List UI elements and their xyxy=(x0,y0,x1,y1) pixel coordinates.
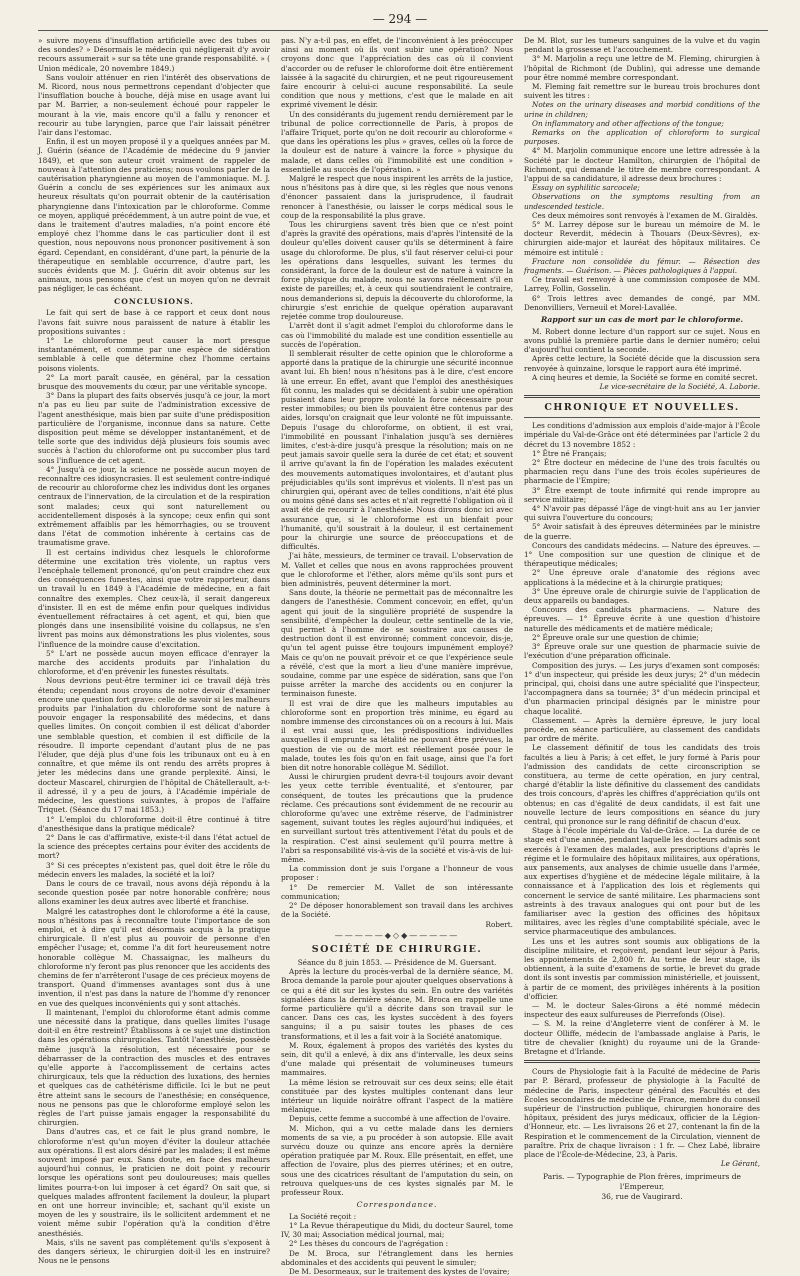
paragraph: Aussi le chirurgien prudent devra-t-il toujours avoir devant les yeux cette terrible éventualité, et s'entourer, par conséquent, de toutes les précautions que la prudence réclame. Ces précautions sont évidemment de ne recourir au chloroforme qu'avec une extrême réserve, de l'administrer sagement, suivant toutes les règles aujourd'hui indiquées, et en surveillant surtout très attentivement l'état du pouls et de la respiration. C'est ainsi seulement qu'il pourra mettre à l'abri sa responsabilité vis-à-vis de la société et vis-à-vis de lui-même. xyxy=(281,772,513,865)
paragraph: 3° M. Marjolin a reçu une lettre de M. Fleming, chirurgien à l'hôpital de Richmont (de Dublin), qui adresse une demande pour être nommé membre correspondant. xyxy=(524,54,760,82)
paragraph: Malgré le respect que nous inspirent les arrêts de la justice, nous n'hésitons pas à dire que, si les règles que nous venons d'énoncer passaient dans la jurisprudence, il faudrait renoncer à l'anesthésie, ou laisser le corps médical sous le coup de la responsabilité la plus grave. xyxy=(281,174,513,220)
paragraph: Les uns et les autres sont soumis aux obligations de la discipline militaire, et reçoivent, pendant leur séjour à Paris, les appointements de 2,800 fr. Au terme de leur stage, ils obtiennent, à la suite d'examens de sortie, le brevet du grade dont ils sont investis par commission ministérielle, et jouissent, à partir de ce moment, des privilèges inhérents à la position d'officier. xyxy=(524,936,760,1001)
paragraph: 1° De remercier M. Vallet de son intéressante communication; xyxy=(281,882,513,901)
signature: Le vice-secrétaire de la Société, A. Laborie. xyxy=(599,381,760,391)
paragraph: — M. le docteur Sales-Girons a été nommé médecin inspecteur des eaux sulfureuses de Pierrefonds (Oise). xyxy=(524,1001,760,1020)
advertisement: Cours de Physiologie fait à la Faculté de médecine de Paris par P. Bérard, professeur de physiologie à la Faculté de médecine de Paris, inspecteur général des Facultés et des Écoles secondaires de médecine de France, membre du conseil supérieur de l'instruction publique, chirurgien honoraire des hôpitaux, président des jurys médicaux, officier de la Légion-d'Honneur, etc. — Les livraisons 26 et 27, contenant la fin de la Respiration et le commencement de la Circulation, viennent de paraître. Prix de chaque livraison : 1 fr. — Chez Labé, libraire place de l'École-de-Médecine, 23, à Paris. xyxy=(524,1067,760,1160)
paragraph: M. Fleming fait remettre sur le bureau trois brochures dont suivent les titres : xyxy=(524,82,760,101)
paragraph: 1° La Revue thérapeutique du Midi, du docteur Saurel, tome IV, 30 mai; Association médical journal, mai; xyxy=(281,1221,513,1240)
paragraph: J'ai hâte, messieurs, de terminer ce travail. L'observation de M. Vallet et celles que nous en avons rapprochées prouvent que le chloroforme et l'éther, alors même qu'ils sont purs et bien administrés, peuvent déterminer la mort. xyxy=(281,551,513,588)
societe-chirurgie-heading: SOCIÉTÉ DE CHIRURGIE. xyxy=(311,943,483,955)
paragraph: — S. M. la reine d'Angleterre vient de conférer à M. le docteur Olliffe, médecin de l'ambassade anglaise à Paris, le titre de chevalier (knight) du royaume uni de la Grande-Bretagne et d'Irlande. xyxy=(524,1019,760,1057)
paragraph: M. Michon, qui a vu cette malade dans les derniers moments de sa vie, a pu procéder à son autopsie. Elle avait survécu douze ou quinze ans encore après la dernière opération pratiquée par M. Roux. Elle présentait, en effet, une affection de l'ovaire, plus des pierres utérines; et en outre, sous une des cicatrices résultant de l'amputation du sein, on retrouva quelques-uns de ces kystes signalés par M. le professeur Roux. xyxy=(281,1123,513,1197)
paragraph: Le classement définitif de tous les candidats des trois facultés a lieu à Paris; à cet effet, le jury formé à Paris pour l'admission des candidats de cette circonscription se constituera, au terme de cette opération, en jury central, chargé d'établir la liste définitive du classement des candidats des trois concours, d'après les chiffres d'appréciation qu'ils ont obtenus; en cas d'égalité de deux candidats, il est fait une nouvelle lecture de leurs compositions en séance du jury central, qui prononce sur le rang définitif de chacun d'eux. xyxy=(524,743,760,826)
paragraph: » suivre moyens d'insufflation artificielle avec des tubes ou des sondes? » Désormais le médecin qui négligerait d'y avoir recours assumerait » sur sa tête une grande responsabilité. » ( Union médicale, 20 novembre 1849.) xyxy=(38,36,270,73)
paragraph: Après cette lecture, la Société décide que la discussion sera renvoyée à quinzaine, lorsque le rapport aura été imprimé. xyxy=(524,354,760,373)
paragraph: Mais, s'ils ne savent pas complétement qu'ils s'exposent à des dangers sérieux, le chirurgien doit-il les en instruire? Nous ne le pensons xyxy=(38,1237,270,1266)
paragraph: Stage à l'école impériale du Val-de-Grâce. — La durée de ce stage est d'une année, pendant laquelle les docteurs admis sont exercés à l'examen des malades, aux prescriptions d'après le régime et le formulaire des hôpitaux militaires, aux opérations, aux pansements, aux analyses de chimie usuelle dans l'armée, aux expertises d'hygiène et de médecine légale militaire, à la connaissance et à l'application des lois et règlements qui concernent le service de santé militaire. Les pharmaciens sont astreints à des travaux analogues qui ont pour but de les familiariser avec la gestion des officines des hôpitaux militaires, avec les règles d'une comptabilité spéciale, avec le service pharmaceutique des ambulances. xyxy=(524,826,760,937)
paragraph: Fracture non consolidée du fémur. — Résection des fragments. — Guérison. — Pièces pathologiques à l'appui. xyxy=(524,256,760,276)
paragraph: Dans d'autres cas, et ce fait le plus grand nombre, le chloroforme n'est qu'un moyen d'éviter la douleur attachée aux opérations. Il est alors désiré par les malades; il est même souvent imposé par eux. Sans doute, en face des malheurs aujourd'hui connus, le praticien ne doit point y recourir lorsque les opérations sont peu douloureuses; mais quelles limites pourra-t-on lui imposer à cet égard? On sait que, si quelques malades affrontent facilement la douleur, la plupart en ont une horreur invincible; et, sachant qu'il existe un moyen de les y soustraire, ils le sollicitent ardemment et ne voient même subir l'opération qu'à la condition d'être anesthésiés. xyxy=(38,1127,270,1238)
paragraph: M. Roux, également à propos des variétés des kystes du sein, dit qu'il a enlevé, à dix ans d'intervalle, les deux seins d'une malade qui présentait de volumineuses tumeurs mammaires. xyxy=(281,1040,513,1078)
chronique-heading: CHRONIQUE ET NOUVELLES. xyxy=(544,402,740,414)
paragraph: 4° M. Marjolin communique encore une lettre adressée à la Société par le docteur Hamilton, chirurgien de l'hôpital de Richmont, qui demande le titre de membre correspondant. A l'appui de sa candidature, il adresse deux brochures : xyxy=(524,146,760,184)
paragraph: 5° M. Larrey dépose sur le bureau un mémoire de M. le docteur Reverdit, médecin à Thouars (Deux-Sèvres), ex-chirurgien aide-major et lauréat des hôpitaux militaires. Ce mémoire est intitulé : xyxy=(524,220,760,257)
paragraph: Il semblerait résulter de cette opinion que le chloroforme a apporté dans la pratique de la chirurgie une sécurité inconnue avant lui. Eh bien! nous n'hésitons pas à le dire, c'est encore là une erreur. En effet, avant que l'emploi des anesthésiques fût connu, les malades qui se décidaient à subir une opération puisaient dans leur propre volonté la force nécessaire pour rester immobiles; ou bien ils pouvaient être contenus par des aides, lorsqu'on craignait que leur volonté ne fût impuissante. Depuis l'usage du chloroforme, on obtient, il est vrai, l'immobilité en poussant l'inhalation jusqu'à ses dernières limites, c'est-à-dire jusqu'à presque la résolution; mais on ne peut jamais savoir quelle sera la durée de cet état; et souvent il arrive qu'avant la fin de l'opération les malades exécutent des mouvements automatiques involontaires, et d'autant plus préjudiciables qu'ils sont imprévus et violents. Il n'est pas un chirurgien qui, opérant avec de telles conditions, n'ait été plus ou moins gêné dans ses actes et n'ait regretté l'obligation où il avait été de recourir à l'anesthésie. Nous dirons donc ici avec assurance que, si le chloroforme est un bienfait pour l'humanité, qu'il soustrait à la douleur, il est certainement pour la chirurgie une source de préoccupations et de difficultés. xyxy=(281,348,513,552)
paragraph: Après la lecture du procès-verbal de la dernière séance, M. Broca demande la parole pour ajouter quelques observations à ce qui a été dit sur les kystes du sein. En outre des variétés signalées dans la dernière séance, M. Broca en rappelle une forme particulière qu'il a décrite dans son travail sur le cancer. Dans ces cas, les kystes succèdent à des foyers sanguins; il a pu saisir toutes les phases de ces transformations, et il les a fait voir à la Société anatomique. xyxy=(281,967,513,1041)
paragraph: Tous les chirurgiens savent très bien que ce n'est point d'après la gravité des opérations, mais d'après l'intensité de la douleur qu'elles doivent causer qu'ils se déterminent à faire usage du chloroforme. De plus, s'il faut réserver celui-ci pour les opérations dans lesquelles, suivant les termes du considérant, la force de la douleur est de nature à vaincre la force physique du malade, nous ne savons réellement s'il en existe de pareilles; et, à ceux qui soutiendraient le contraire, nous demanderions si, depuis la découverte du chloroforme, la chirurgie s'est enrichie de quelque opération auparavant rejetée comme trop douloureuse. xyxy=(281,220,513,322)
paragraph: Essay on syphilitic sarcocele; xyxy=(532,183,640,193)
paragraph: Ces deux mémoires sont renvoyés à l'examen de M. Giraldès. xyxy=(532,210,758,220)
paragraph: A cinq heures et demie, la Société se forme en comité secret. xyxy=(532,372,758,382)
section-divider xyxy=(524,395,760,398)
paragraph: Il est vrai de dire que les malheurs imputables au chloroforme sont en proportion très minime, eu égard au nombre immense des circonstances où on a recours à lui. Mais il est vrai aussi que, les prédispositions individuelles auxquelles il emprunte sa létalité ne pouvant être prévues, la question de vie ou de mort est réellement posée pour le malade, toutes les fois qu'on en fait usage, ainsi que l'a fort bien dit notre honorable collègue M. Sédillot. xyxy=(281,698,513,773)
paragraph: De M. Broca, sur l'étranglement dans les hernies abdominales et des accidents qui peuvent le simuler; xyxy=(281,1248,513,1267)
paragraph: pas. N'y a-t-il pas, en effet, de l'inconvénient à les préoccuper ainsi au moment où ils vont subir une opération? Nous croyons donc que l'appréciation des cas où il convient d'accorder ou de refuser le chloroforme doit être entièrement laissée à la sagacité du chirurgien, et ne peut rigoureusement faire encourir à celui-ci aucune responsabilité. La seule condition que nous y mettions, c'est que le malade en ait exprimé vivement le désir. xyxy=(281,36,513,110)
paragraph: 2° Dans le cas d'affirmative, existe-t-il dans l'état actuel de la science des préceptes certains pour éviter des accidents de mort? xyxy=(38,832,270,861)
paragraph: 4° N'avoir pas dépassé l'âge de vingt-huit ans au 1er janvier qui suivra l'ouverture du concours; xyxy=(524,504,760,523)
paragraph: 2° De déposer honorablement son travail dans les archives de la Société. xyxy=(281,901,513,920)
paragraph: De M. Desormeaux, sur le traitement des kystes de l'ovaire; xyxy=(289,1267,510,1276)
printer-imprint xyxy=(524,1172,760,1201)
paragraph: Enfin, il est un moyen proposé il y a quelques années par M. J. Guérin (séance de l'Académie de médecine du 9 janvier 1849), et que son auteur croit vraiment de rappeler de nouveau à l'attention des praticiens; nous voulons parler de la cautérisation pharyngienne au moyen de l'ammoniaque. M. J. Guérin a conclu de ses expériences sur les animaux aux heureux résultats qu'on pourrait obtenir de la cautérisation pharyngienne dans l'intoxication par le chloroforme. Comme ce moyen, appliqué précédemment, à un autre point de vue, et dans le traitement d'autres maladies, n'a point encore été employé chez l'homme dans le cas particulier dont il est question, nous nepouvons nous prononcer positivement à son égard. Cependant, en considérant, d'une part, la pénurie de la thérapeutique en semblable occurrence, d'autre part, les succès évidents que M. J. Guérin dit avoir obtenus sur les animaux, nous pensons que c'est un moyen qu'on ne devrait pas négliger, le cas échéant. xyxy=(38,137,270,294)
paragraph: La Société reçoit : xyxy=(289,1211,357,1221)
paragraph: La même lésion se retrouvait sur ces deux seins; elle était constituée par des kystes multiples contenant dans leur intérieur un liquide noirâtre offrant l'aspect de la matière mélanique. xyxy=(281,1077,513,1115)
section-divider xyxy=(524,1060,760,1063)
paragraph: Classement. — Après la dernière épreuve, le jury local procède, en séance particulière, au classement des candidats par ordre de mérite. xyxy=(524,715,760,744)
paragraph: Malgré les catastrophes dont le chloroforme a été la cause, nous n'hésitons pas à reconnaître toute l'importance de son emploi, et à dire qu'il est désormais acquis à la pratique chirurgicale. Il n'est plus au pouvoir de personne d'en empêcher l'usage; et, comme l'a dit fort heureusement notre honorable collègue M. Chassaignac, les malheurs du chloroforme n'y feront pas plus renoncer que les accidents des chemins de fer n'arrêteront l'usage de ces précieux moyens de transport. Quand d'immenses avantages sont dus à une invention, il n'est pas dans la nature de l'homme d'y renoncer en vue des quelques inconvénients qui y sont attachés. xyxy=(38,906,270,1008)
paragraph: Dans le cours de ce travail, nous avons déjà répondu à la seconde question posée par notre honorable confrère; nous allons examiner les deux autres avec liberté et franchise. xyxy=(38,878,270,907)
paragraph: La commission dont je suis l'organe a l'honneur de vous proposer : xyxy=(281,864,513,883)
paragraph: On inflammatory and other affections of the tongue; xyxy=(532,118,724,128)
signature: Robert. xyxy=(485,919,513,929)
paragraph: Concours des candidats médecins. — Nature des épreuves. — 1° Une composition sur une question de clinique et de thérapeutique médicales; xyxy=(524,540,760,569)
header-rule xyxy=(38,30,768,31)
paragraph: 4° Jusqu'à ce jour, la science ne possède aucun moyen de reconnaître ces idiosyncrasies. Il est seulement contre-indiqué de recourir au chloroforme chez les individus dont les organes centraux de l'innervation, de la circulation et de la respiration sont malades; ceux qui sont naturellement ou accidentellement disposés à la syncope; ceux enfin qui sont extrêmement affaiblis par les hémorrhagies, ou se trouvent dans l'état de commotion inhérente à certains cas de traumatisme grave. xyxy=(38,464,270,548)
paragraph: 3° Dans la plupart des faits observés jusqu'à ce jour, la mort n'a pas eu lieu par suite de l'administration excessive de l'agent anesthésique, mais bien par suite d'une prédisposition particulière de l'organisme, inconnue dans sa nature. Cette disposition peut même se développer instantanément, et de telle sorte que des individus déjà plusieurs fois soumis avec succès à l'action du chloroforme ont pu succomber plus tard sous l'influence de cet agent. xyxy=(38,391,270,465)
imprint-line: 36, rue de Vaugirard. xyxy=(601,1191,683,1201)
paragraph: M. Robert donne lecture d'un rapport sur ce sujet. Nous en avons publié la première partie dans le dernier numéro; celui d'aujourd'hui contient la seconde. xyxy=(524,326,760,355)
paragraph: 2° Être docteur en médecine de l'une des trois facultés ou pharmacien reçu dans l'une des trois écoles supérieures de pharmacie de l'Empire; xyxy=(524,458,760,486)
paragraph: Les conditions d'admission aux emplois d'aide-major à l'École impériale du Val-de-Grâce ont été déterminées par l'article 2 du décret du 13 novembre 1852 : xyxy=(524,421,760,449)
paragraph: 3° Si ces préceptes n'existent pas, quel doit être le rôle du médecin envers les malades, la société et la loi? xyxy=(38,860,270,879)
paragraph: 1° Le chloroforme peut causer la mort presque instantanément, et comme par une espèce de sidération semblable à celle que détermine chez l'homme certains poisons violents. xyxy=(38,335,270,373)
paragraph: 3° Une épreuve orale de chirurgie suivie de l'application de deux appareils ou bandages. xyxy=(524,586,760,606)
paragraph: 6° Trois lettres avec demandes de congé, par MM. Denonvilliers, Verneuil et Morel-Lavallée. xyxy=(524,293,760,312)
column-2 xyxy=(281,36,513,1276)
paragraph: Il maintenant, l'emploi du chloroforme étant admis comme une nécessité dans la pratique, dans quelles limites l'usage doit-il en être restreint? Établissons à ce sujet une distinction dans les opérations chirurgicales. Tantôt l'anesthésie, possède même jusqu'à la résolution, est nécessaire pour se débarrasser de la contraction des muscles et des entraves qu'elle apporte à l'accomplissement de certains actes chirurgicaux, tels que la réduction des luxations, des hernies et quelques cas de cathétérisme difficile. Ici le but ne peut être atteint sans le secours de l'anesthésie; en conséquence, nous ne pensons pas que le chloroforme employé selon les règles de l'art puisse jamais engager la responsabilité du chirurgien. xyxy=(38,1007,270,1128)
paragraph: L'arrêt dont il s'agit admet l'emploi du chloroforme dans le cas où l'immobilité du malade est une condition essentielle au succès de l'opération. xyxy=(281,321,513,349)
paragraph: Nous devrions peut-être terminer ici ce travail déjà très étendu; cependant nous croyons de notre devoir d'examiner encore une question fort grave: celle de savoir si les malheurs produits par l'inhalation du chloroforme sont de nature à pouvoir engager la responsabilité des médecins, et dans quelles limites. On conçoit combien il est délicat d'aborder une semblable question, et combien il est difficile de la résoudre. Il importe cependant d'autant plus de ne pas l'éluder, que déjà plus d'une fois les tribunaux ont eu à en connaître, et que même ils ont rendu des arrêts propres à jeter les médecins dans une grande perplexité. Ainsi, le docteur Mascarel, chirurgien de l'hôpital de Châtellerault, a-t-il adressé, il y a peu de jours, à l'Académie impériale de médecine, les questions suivantes, à propos de l'affaire Triquet. (Séance du 17 mai 1853.) xyxy=(38,676,270,815)
paragraph: 5° Avoir satisfait à des épreuves déterminées par le ministre de la guerre. xyxy=(524,522,760,541)
page-number: — 294 — xyxy=(372,12,428,26)
conclusions-heading: CONCLUSIONS. xyxy=(114,296,194,306)
paragraph: 3° Épreuve orale sur une question de pharmacie suivie de l'exécution d'une préparation officinale. xyxy=(524,642,760,661)
paragraph: Remarks on the application of chloroform to surgical purposes. xyxy=(524,128,760,147)
rapport-heading: Rapport sur un cas de mort par le chloroforme. xyxy=(540,315,744,325)
correspondance-heading: Correspondance. xyxy=(356,1200,438,1210)
paragraph: Sans vouloir atténuer en rien l'intérêt des observations de M. Ricord, nous nous permettrons cependant d'objecter que l'insufflation bouche à bouche, déjà mise en usage avant lui par M. Barrier, a non-seulement échoué pour rappeler le mourant à la vie, mais encore qu'il a fallu y renoncer et recourir au tube laryngien, parce que l'air laissait pénétrer l'air dans l'estomac. xyxy=(38,72,270,138)
paragraph: 2° La mort paraît causée, en général, par la cessation brusque des mouvements du cœur, par une véritable syncope. xyxy=(38,372,270,391)
paragraph: 2° Épreuve orale sur une question de chimie; xyxy=(532,632,699,642)
section-divider xyxy=(524,417,760,418)
paragraph: Sans doute, la théorie ne permettait pas de méconnaître les dangers de l'anesthésie. Comment concevoir, en effet, qu'un agent qui jouit de la singulière propriété de suspendre la sensibilité, d'empêcher la douleur, cette sentinelle de la vie, qui permet à l'homme de se soustraire aux causes de destruction dont il est environné; comment concevoir, dis-je, qu'un tel agent puisse être toujours impunément employé? Mais ce qu'on ne pouvait prévoir et ce que l'expérience seule a révélé, c'est que la mort a lieu d'une manière imprévue, soudaine, comme par une espèce de sidération, sans que l'on puisse arrêter la marche des accidents ou en conjurer la terminaison funeste. xyxy=(281,588,513,699)
column-3 xyxy=(524,36,760,1201)
paragraph: 1° Être né Français; xyxy=(532,448,607,458)
paragraph: Composition des jurys. — Les jurys d'examen sont composés: 1° d'un inspecteur, qui préside les deux jurys; 2° d'un médecin principal, qui, choisi dans une autre spécialité que l'inspecteur, l'accompagnera dans sa tournée; 3° d'un médecin principal et d'un pharmacien principal désignés par le ministre pour chaque localité. xyxy=(524,660,760,716)
paragraph: Depuis, cette femme a succombé à une affection de l'ovaire. xyxy=(289,1114,511,1124)
paragraph: Notes on the urinary diseases and morbid conditions of the urine in children; xyxy=(524,100,760,119)
session-line: Séance du 8 juin 1853. — Présidence de M. Guersant. xyxy=(297,957,497,967)
paragraph: 1° L'emploi du chloroforme doit-il être continué à titre d'anesthésique dans la pratique médicale? xyxy=(38,814,270,833)
paragraph: Il est certains individus chez lesquels le chloroforme détermine une excitation très violente, un raptus vers l'encéphale tellement prononcé, qu'on peut craindre chez eux des conséquences funestes, ainsi que votre rapporteur, dans un travail lu en 1849 à l'Académie de médecine, en a fait connaître des exemples. Chez ceux-là, il serait dangereux d'insister. Il en est de même enfin pour quelques individus éventuellement réfractaires à cet agent, et qui, bien que plongés dans une insensibilité voisine du collapsus, ne s'en livrent pas moins aux démonstrations les plus violentes, sous l'influence de la moindre cause d'excitation. xyxy=(38,547,270,649)
imprint-line: Paris. — Typographie de Plon frères, imprimeurs de l'Empereur, xyxy=(543,1172,741,1191)
column-1 xyxy=(38,36,270,1266)
paragraph: Un des considérants du jugement rendu dernièrement par le tribunal de police correctionnelle de Paris, à propos de l'affaire Triquet, porte qu'on ne doit recourir au chloroforme « que dans les opérations les plus » graves, celles où la force de la douleur est de nature à vaincre la force » physique du malade, et dans celles où l'immobilité est une condition » essentielle au succès de l'opération. » xyxy=(281,109,513,174)
paragraph: 3° Être exempt de toute infirmité qui rende impropre au service militaire; xyxy=(524,485,760,504)
ornament-divider: —————◆◇◆————— xyxy=(334,930,460,940)
paragraph: Observations on the symptoms resulting from an undescended testicle. xyxy=(524,192,760,211)
paragraph: Le fait qui sert de base à ce rapport et ceux dont nous l'avons fait suivre nous paraissent de nature à établir les propositions suivantes : xyxy=(38,308,270,336)
gerant-label: Le Gérant, xyxy=(720,1159,760,1169)
paragraph: 5° L'art ne possède aucun moyen efficace d'enrayer la marche des accidents produits par l'inhalation du chloroforme, et d'en prévenir les funestes résultats. xyxy=(38,648,270,677)
paragraph: De M. Blot, sur les tumeurs sanguines de la vulve et du vagin pendant la grossesse et l'accouchement. xyxy=(524,36,760,55)
paragraph: Ce travail est renvoyé à une commission composée de MM. Larrey, Follin, Gosselin. xyxy=(524,275,760,294)
paragraph: Concours des candidats pharmaciens. — Nature des épreuves. — 1° Épreuve écrite à une question d'histoire naturelle des médicaments et de matière médicale; xyxy=(524,605,760,633)
paragraph: 2° Les thèses du concours de l'agrégation : xyxy=(289,1239,449,1249)
paragraph: 2° Une épreuve orale d'anatomie des régions avec applications à la médecine et à la chirurgie pratiques; xyxy=(524,568,760,587)
